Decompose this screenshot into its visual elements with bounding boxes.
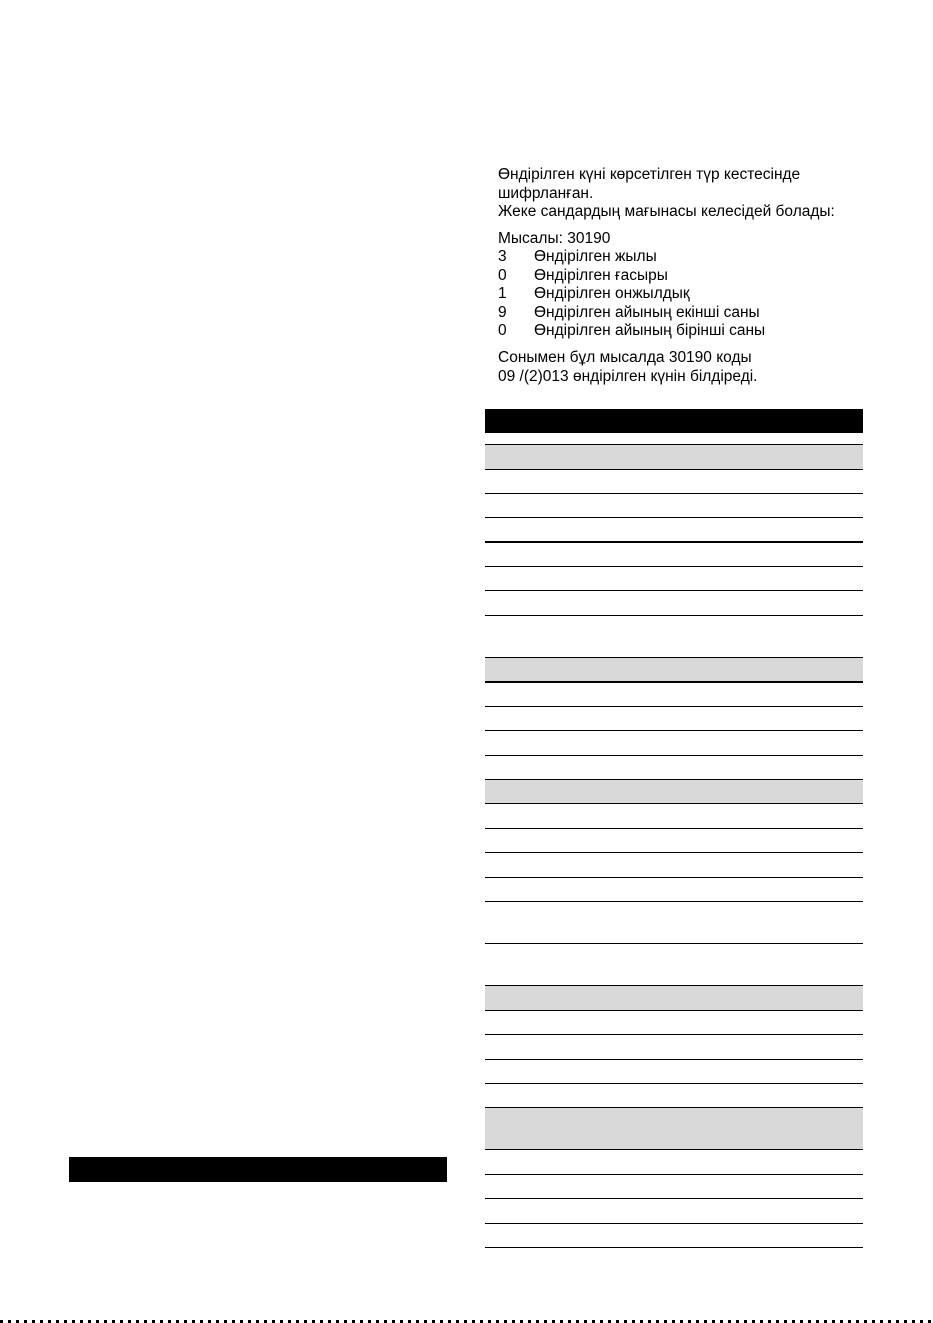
- table-row: [485, 1150, 863, 1175]
- table-row: [485, 944, 863, 986]
- example-heading: Мысалы: 30190: [498, 230, 611, 247]
- table-row: [485, 804, 863, 829]
- example-conclusion: [498, 349, 858, 386]
- example-item: [498, 248, 858, 267]
- example-digit: 0: [498, 266, 507, 284]
- encoding-description: [498, 166, 858, 222]
- table-section-row: [485, 445, 863, 470]
- example-meaning: Өндірілген айының бірінші саны: [534, 322, 766, 339]
- table-row: [485, 616, 863, 658]
- table-row: [485, 1175, 863, 1199]
- example-digit: 3: [498, 248, 507, 265]
- table-row: [485, 567, 863, 591]
- table-row: [485, 1084, 863, 1108]
- table-section-row: [485, 658, 863, 683]
- description-line-1: Өндірілген күні көрсетілген түр кестесінде: [498, 166, 801, 183]
- example-digit: 1: [498, 285, 507, 302]
- example-meaning: Өндірілген жылы: [534, 248, 657, 265]
- table-row: [485, 902, 863, 944]
- example-item: [498, 322, 858, 341]
- table-row: [485, 494, 863, 518]
- table-row: [485, 518, 863, 543]
- example-meaning: Өндірілген онжылдық: [534, 285, 690, 302]
- table-row: [485, 591, 863, 616]
- table-row: [485, 470, 863, 494]
- table-row: [485, 756, 863, 780]
- table-section-row: [485, 780, 863, 804]
- table-row: [485, 829, 863, 853]
- left-column-header-bar: [69, 1157, 447, 1182]
- table-row: [485, 1035, 863, 1060]
- table-row: [485, 1224, 863, 1248]
- example-digit: 9: [498, 303, 507, 321]
- conclusion-line-1: Сонымен бұл мысалда 30190 коды: [498, 349, 752, 366]
- table-row: [485, 1060, 863, 1084]
- table-row: [485, 853, 863, 878]
- table-header-bar: [485, 409, 863, 433]
- example-digit: 0: [498, 322, 507, 339]
- table-row: [485, 543, 863, 567]
- example-item: [498, 304, 858, 323]
- table-section-row: [485, 1108, 863, 1150]
- example-list: [498, 248, 858, 341]
- table-row: [485, 1199, 863, 1224]
- table-row: [485, 878, 863, 902]
- description-line-2: шифрланған.: [498, 184, 594, 202]
- example-meaning: Өндірілген айының екінші саны: [534, 303, 760, 321]
- example-item: [498, 267, 858, 286]
- table-row: [485, 683, 863, 707]
- example-meaning: Өндірілген ғасыры: [534, 266, 668, 284]
- spec-table: [485, 409, 863, 1248]
- table-row: [485, 433, 863, 445]
- description-line-3: Жеке сандардың мағынасы келесідей болады:: [498, 203, 835, 220]
- example-item: [498, 285, 858, 304]
- table-row: [485, 707, 863, 731]
- table-section-row: [485, 986, 863, 1011]
- table-row: [485, 1011, 863, 1035]
- conclusion-line-2: 09 /(2)013 өндірілген күнін білдіреді.: [498, 367, 758, 385]
- table-row: [485, 731, 863, 756]
